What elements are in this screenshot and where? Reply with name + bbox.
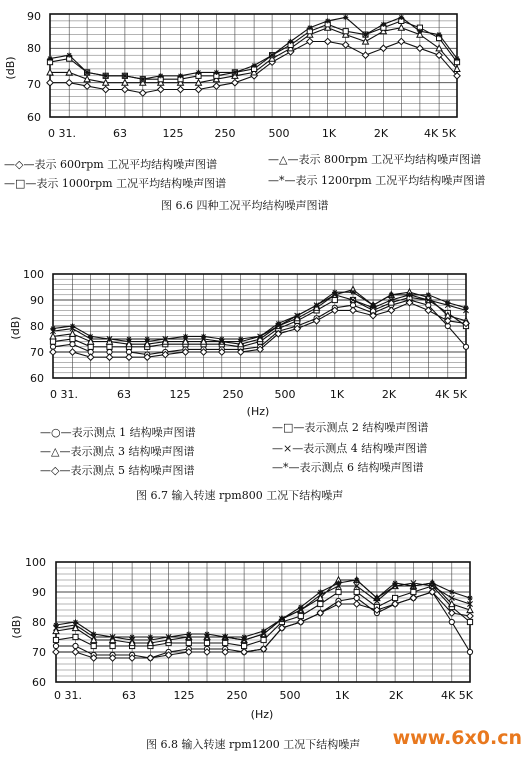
y-tick-label: 70: [30, 346, 44, 359]
x-tick-label: 4K 5K: [435, 388, 467, 401]
data-point: [204, 640, 209, 645]
watermark: www.6x0.cn: [392, 727, 522, 749]
data-point: [103, 73, 108, 78]
data-point: [72, 649, 78, 655]
x-tick-labels: [50, 388, 468, 401]
data-point: [336, 589, 341, 594]
data-point: [411, 583, 416, 588]
data-point: [381, 22, 386, 27]
data-point: [147, 655, 153, 661]
data-point: [70, 331, 76, 337]
x-tick-label: 0 31.: [54, 689, 82, 702]
legend-entry: —△—表示测点 3 结构噪声图谱: [40, 445, 195, 458]
data-point: [354, 595, 359, 600]
data-point: [195, 86, 201, 92]
data-point: [73, 634, 78, 639]
data-point: [332, 290, 337, 295]
x-tick-label: 2K: [388, 689, 404, 702]
data-point: [50, 326, 55, 331]
plot-grid: [53, 274, 466, 378]
series-4: [53, 580, 472, 642]
data-point: [398, 38, 404, 44]
data-point: [445, 300, 450, 305]
y-tick-label: 60: [32, 676, 46, 689]
data-point: [332, 297, 337, 302]
y-tick-label: 80: [27, 42, 41, 55]
data-point: [430, 580, 435, 585]
x-tick-label: 1K: [321, 127, 337, 140]
data-point: [307, 25, 312, 30]
data-point: [69, 349, 75, 355]
data-point: [73, 643, 78, 648]
x-tick-label: 125: [162, 127, 184, 140]
data-point: [158, 86, 164, 92]
y-tick-label: 70: [27, 78, 41, 91]
data-point: [70, 342, 75, 347]
data-point: [463, 344, 468, 349]
data-point: [178, 73, 183, 78]
data-point: [186, 631, 191, 636]
y-axis-label: (dB): [10, 615, 23, 639]
data-point: [50, 349, 56, 355]
x-tick-label: 500: [279, 689, 301, 702]
data-point: [67, 53, 72, 58]
chart-fig-6-7: [9, 268, 469, 502]
y-tick-label: 70: [32, 646, 46, 659]
data-point: [380, 45, 386, 51]
data-point: [261, 628, 266, 633]
data-point: [317, 610, 323, 616]
data-point: [70, 336, 75, 341]
y-tick-label: 100: [23, 268, 44, 281]
legend-entry: —□—表示测点 2 结构噪声图谱: [272, 421, 429, 434]
figure-caption: 图 6.6 四种工况平均结构噪声图谱: [161, 199, 329, 212]
data-point: [107, 336, 112, 341]
data-point: [363, 32, 368, 37]
data-point: [350, 307, 356, 313]
data-point: [213, 83, 219, 89]
data-point: [350, 290, 355, 295]
data-point: [295, 313, 300, 318]
data-point: [252, 63, 257, 68]
x-tick-label: 63: [117, 388, 131, 401]
data-point: [158, 73, 163, 78]
y-tick-label: 100: [25, 556, 46, 569]
data-point: [238, 336, 243, 341]
data-point: [318, 589, 323, 594]
data-point: [91, 631, 96, 636]
data-point: [399, 15, 404, 20]
legend-entry: —□—表示 1000rpm 工况平均结构噪声图谱: [4, 177, 227, 190]
data-point: [393, 595, 398, 600]
plot-grid: [56, 562, 470, 682]
data-point: [298, 613, 303, 618]
data-point: [91, 643, 96, 648]
data-point: [343, 29, 348, 34]
data-point: [389, 292, 394, 297]
x-tick-labels: [48, 127, 457, 140]
data-point: [343, 15, 348, 20]
data-point: [232, 80, 238, 86]
data-point: [73, 619, 78, 624]
data-point: [186, 640, 191, 645]
data-point: [88, 344, 93, 349]
data-point: [393, 580, 398, 585]
y-axis-label: (dB): [9, 316, 22, 340]
data-point: [261, 637, 266, 642]
data-point: [437, 32, 442, 37]
data-point: [463, 305, 468, 310]
data-point: [106, 354, 112, 360]
data-point: [177, 86, 183, 92]
x-tick-label: 250: [222, 388, 244, 401]
data-point: [53, 637, 58, 642]
x-tick-label: 1K: [329, 388, 345, 401]
legend: [40, 420, 428, 477]
data-point: [407, 292, 412, 297]
data-point: [126, 354, 132, 360]
data-point: [467, 613, 473, 619]
data-point: [110, 634, 115, 639]
data-point: [298, 619, 304, 625]
x-tick-label: 2K: [381, 388, 397, 401]
data-point: [47, 80, 53, 86]
x-tick-label: 4K 5K: [441, 689, 473, 702]
y-tick-label: 80: [32, 616, 46, 629]
data-point: [398, 25, 404, 31]
data-point: [163, 336, 168, 341]
y-tick-label: 60: [27, 111, 41, 124]
legend-entry: —◇—表示 600rpm 工况平均结构噪声图谱: [4, 158, 218, 171]
data-series-group: [53, 577, 473, 661]
x-tick-label: 500: [274, 388, 296, 401]
y-tick-label: 90: [27, 10, 41, 23]
x-tick-label: 0 31.: [48, 127, 76, 140]
data-point: [201, 334, 206, 339]
legend-entry: —×—表示测点 4 结构噪声图谱: [272, 442, 428, 455]
legend: [4, 152, 485, 190]
x-tick-label: 125: [173, 689, 195, 702]
y-tick-label: 60: [30, 372, 44, 385]
x-tick-label: 250: [226, 689, 248, 702]
data-point: [392, 601, 398, 607]
legend-entry: —△—表示 800rpm 工况平均结构噪声图谱: [268, 153, 482, 166]
data-point: [467, 649, 472, 654]
x-tick-label: 4K 5K: [424, 127, 456, 140]
data-point: [325, 18, 330, 23]
legend-entry: —*—表示 1200rpm 工况平均结构噪声图谱: [268, 174, 486, 187]
data-point: [467, 595, 472, 600]
chart-fig-6-6: [4, 10, 485, 212]
data-point: [354, 601, 360, 607]
data-point: [318, 601, 323, 606]
data-point: [47, 56, 52, 61]
data-point: [219, 336, 224, 341]
data-point: [126, 336, 131, 341]
data-point: [374, 595, 379, 600]
data-point: [88, 334, 93, 339]
data-point: [140, 77, 145, 82]
y-axis-label: (dB): [4, 56, 17, 80]
data-point: [214, 70, 219, 75]
data-point: [242, 634, 247, 639]
legend-entry: —◇—表示测点 5 结构噪声图谱: [40, 464, 195, 477]
data-point: [288, 39, 293, 44]
x-tick-label: 1K: [334, 689, 350, 702]
data-point: [258, 334, 263, 339]
x-axis-label: (Hz): [250, 708, 274, 721]
data-point: [362, 52, 368, 58]
data-point: [122, 86, 128, 92]
x-tick-label: 63: [113, 127, 127, 140]
data-point: [88, 354, 94, 360]
data-point: [298, 604, 303, 609]
data-point: [307, 38, 313, 44]
data-series-group: [50, 286, 469, 360]
data-point: [426, 292, 431, 297]
legend-entry: —○—表示测点 1 结构噪声图谱: [40, 426, 196, 439]
data-point: [325, 38, 331, 44]
data-point: [110, 643, 115, 648]
data-point: [388, 307, 394, 313]
data-series-group: [47, 15, 460, 96]
y-tick-label: 90: [32, 586, 46, 599]
data-point: [53, 649, 59, 655]
data-point: [467, 619, 472, 624]
data-point: [50, 339, 55, 344]
data-point: [148, 634, 153, 639]
data-point: [103, 86, 109, 92]
data-point: [354, 577, 359, 582]
data-point: [204, 631, 209, 636]
series-6: [53, 577, 472, 639]
x-axis-label: (Hz): [246, 405, 270, 418]
chart-fig-6-8: [10, 556, 474, 751]
data-point: [279, 616, 284, 621]
data-point: [276, 321, 281, 326]
x-tick-label: 0 31.: [50, 388, 78, 401]
data-point: [223, 634, 228, 639]
data-point: [70, 323, 75, 328]
x-tick-label: 63: [122, 689, 136, 702]
x-tick-label: 250: [214, 127, 236, 140]
data-point: [183, 334, 188, 339]
data-point: [417, 45, 423, 51]
data-point: [371, 303, 376, 308]
data-point: [130, 634, 135, 639]
series-5: [50, 299, 469, 360]
data-point: [223, 640, 228, 645]
data-point: [410, 595, 416, 601]
data-point: [417, 29, 422, 34]
x-tick-labels: [54, 689, 474, 702]
x-tick-label: 500: [268, 127, 290, 140]
series-5: [53, 589, 473, 661]
data-point: [84, 83, 90, 89]
data-point: [270, 53, 275, 58]
data-point: [242, 643, 247, 648]
data-point: [53, 643, 58, 648]
data-point: [53, 622, 58, 627]
x-tick-label: 2K: [373, 127, 389, 140]
data-point: [232, 70, 237, 75]
data-point: [449, 589, 454, 594]
figure-caption: 图 6.7 输入转速 rpm800 工况下结构噪声: [136, 489, 344, 502]
figure-caption: 图 6.8 输入转速 rpm1200 工况下结构噪声: [146, 738, 361, 751]
legend-entry: —*—表示测点 6 结构噪声图谱: [272, 461, 424, 474]
data-point: [343, 42, 349, 48]
x-tick-label: 125: [169, 388, 191, 401]
data-point: [354, 589, 359, 594]
data-point: [140, 90, 146, 96]
data-point: [336, 580, 341, 585]
data-point: [449, 619, 454, 624]
data-point: [145, 336, 150, 341]
series-line: [56, 580, 470, 637]
data-point: [241, 649, 247, 655]
data-point: [166, 634, 171, 639]
data-point: [454, 56, 459, 61]
data-point: [314, 303, 319, 308]
data-point: [196, 70, 201, 75]
data-point: [411, 589, 416, 594]
data-point: [85, 70, 90, 75]
data-point: [66, 80, 72, 86]
data-point: [122, 73, 127, 78]
y-tick-label: 80: [30, 320, 44, 333]
y-tick-label: 90: [30, 294, 44, 307]
data-point: [107, 344, 112, 349]
